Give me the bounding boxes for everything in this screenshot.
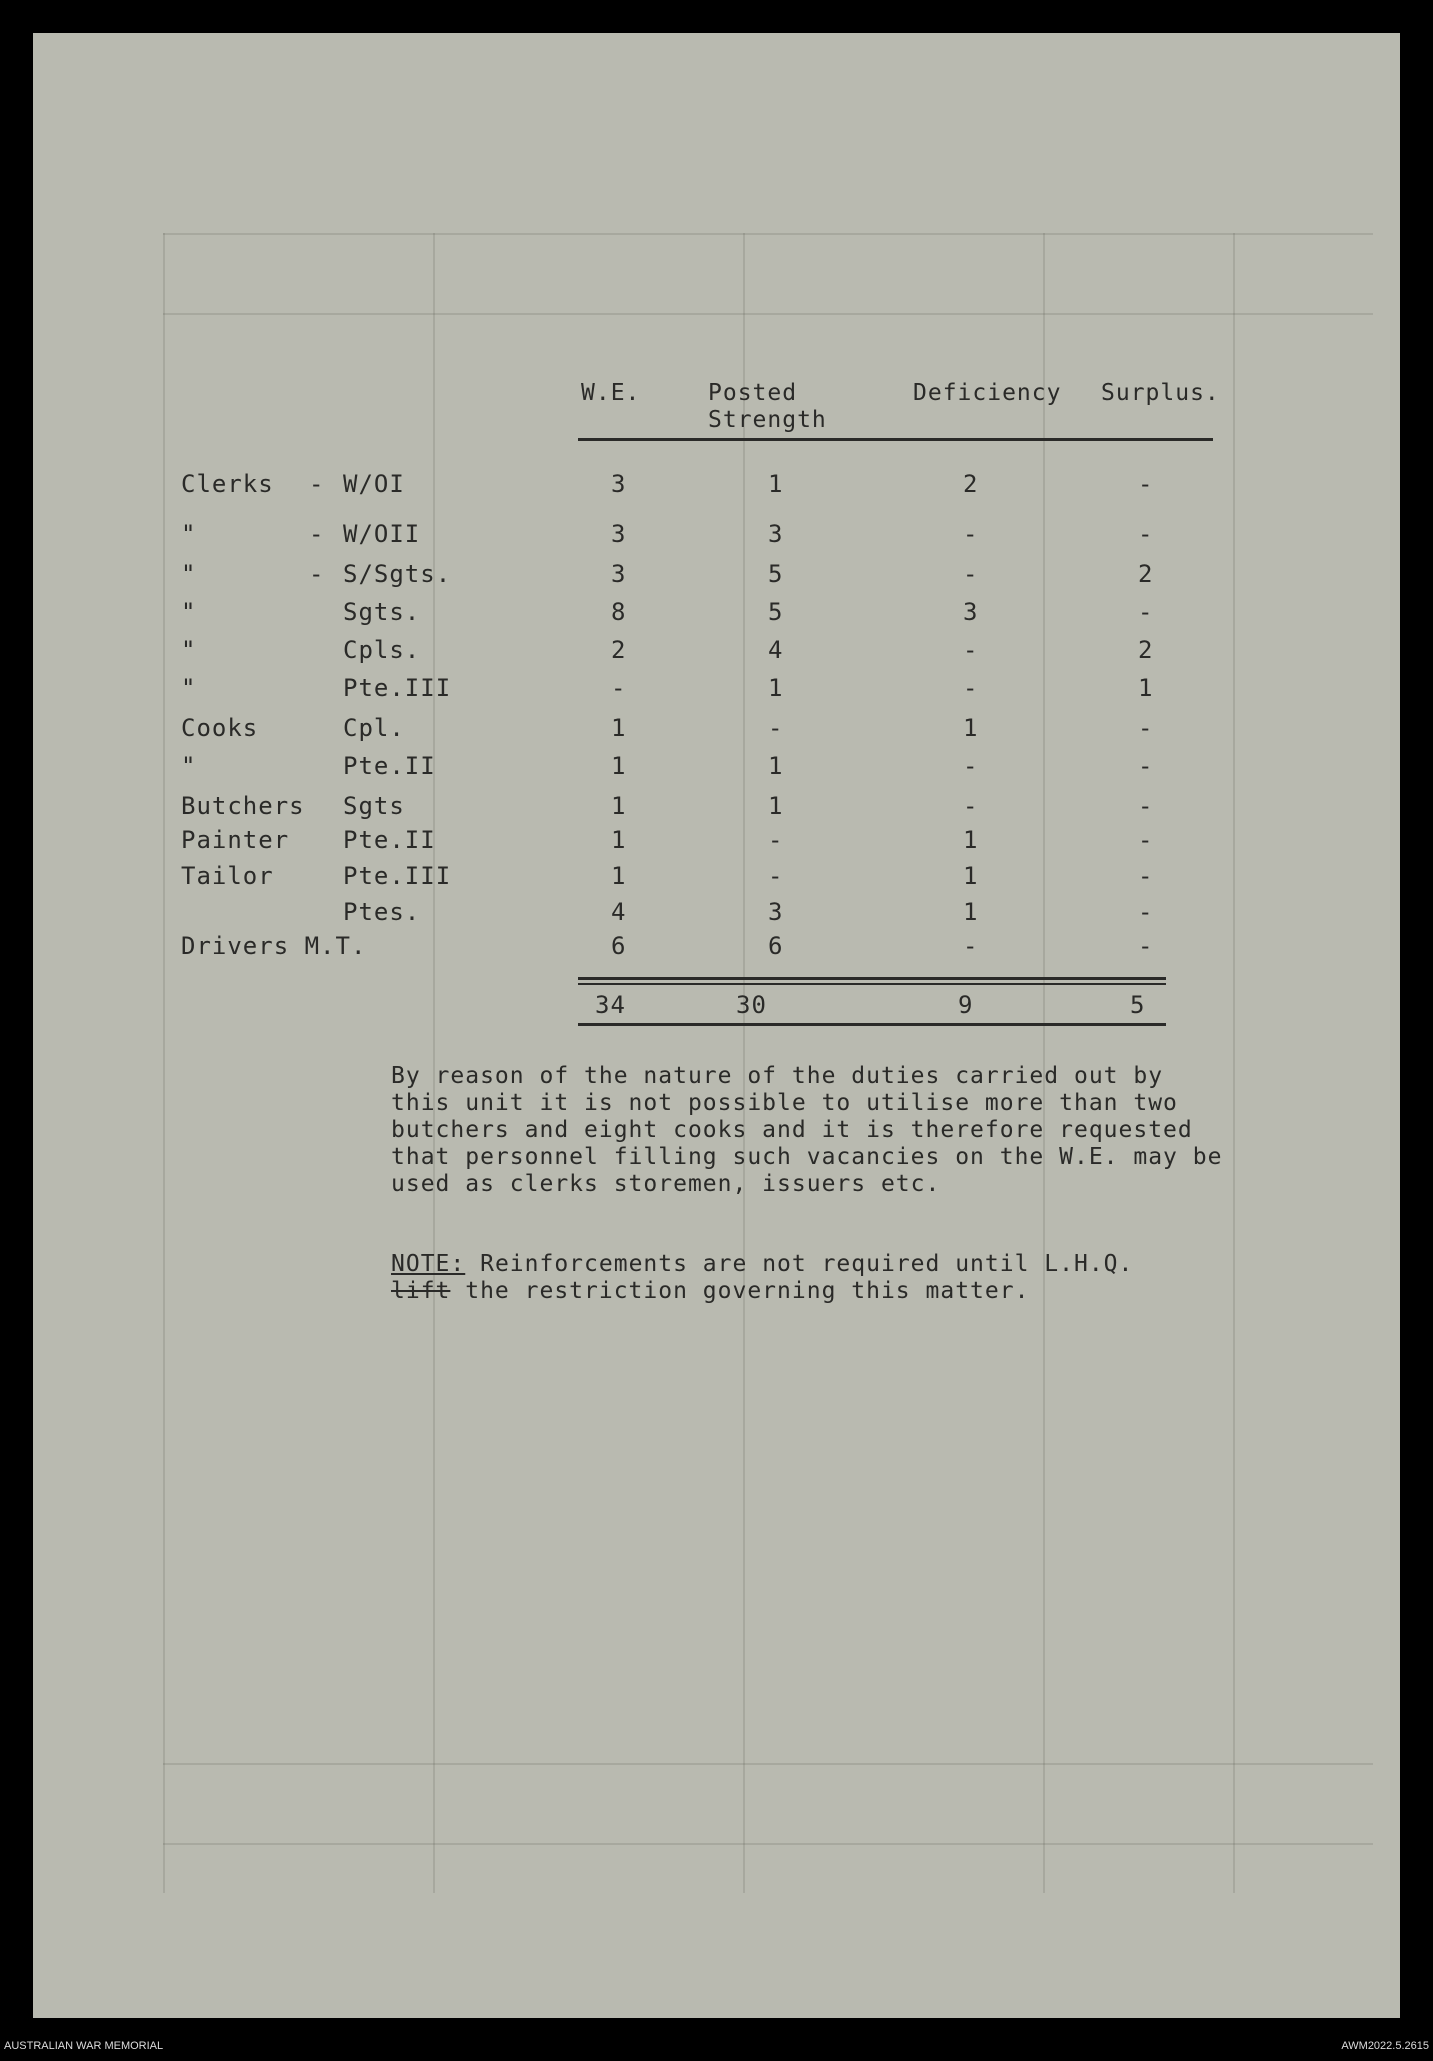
- cell-surplus: -: [1138, 714, 1154, 742]
- cell-rank: S/Sgts.: [343, 560, 452, 588]
- cell-rank: Cpls.: [343, 636, 421, 664]
- cell-rank: Pte.III: [343, 862, 452, 890]
- ghost-grid-line: [163, 1763, 1373, 1765]
- cell-posted: -: [768, 826, 784, 854]
- cell-posted: -: [768, 862, 784, 890]
- footer-archive-label: AUSTRALIAN WAR MEMORIAL: [4, 2040, 164, 2052]
- cell-dash: -: [309, 560, 325, 588]
- cell-deficiency: 1: [963, 862, 979, 890]
- footer-archive-id: AWM2022.5.2615: [1341, 2040, 1429, 2052]
- cell-deficiency: -: [963, 560, 979, 588]
- header-deficiency: Deficiency: [913, 380, 1062, 406]
- cell-trade: Cooks: [181, 714, 259, 742]
- cell-trade: Clerks: [181, 470, 274, 498]
- cell-dash: -: [309, 520, 325, 548]
- cell-deficiency: -: [963, 792, 979, 820]
- cell-deficiency: -: [963, 752, 979, 780]
- cell-we: 3: [611, 520, 627, 548]
- paragraph-line: this unit it is not possible to utilise more than two: [391, 1090, 1178, 1116]
- ghost-grid-line: [163, 1843, 1373, 1845]
- total-deficiency: 9: [958, 991, 974, 1019]
- cell-trade: ": [181, 560, 197, 588]
- paragraph-line: By reason of the nature of the duties carried out by: [391, 1063, 1164, 1089]
- cell-surplus: -: [1138, 862, 1154, 890]
- cell-we: 1: [611, 714, 627, 742]
- cell-surplus: 1: [1138, 674, 1154, 702]
- cell-surplus: -: [1138, 752, 1154, 780]
- ghost-grid-line: [163, 233, 1373, 235]
- note-line-1: Reinforcements are not required until L.H.Q.: [465, 1251, 1134, 1277]
- cell-posted: 1: [768, 792, 784, 820]
- cell-trade: Butchers: [181, 792, 305, 820]
- cell-rank: Sgts.: [343, 598, 421, 626]
- cell-we: -: [611, 674, 627, 702]
- cell-rank: Ptes.: [343, 898, 421, 926]
- cell-rank: Pte.III: [343, 674, 452, 702]
- cell-posted: 4: [768, 636, 784, 664]
- cell-deficiency: -: [963, 520, 979, 548]
- cell-surplus: -: [1138, 826, 1154, 854]
- total-surplus: 5: [1130, 991, 1146, 1019]
- cell-rank: W/OI: [343, 470, 405, 498]
- note-block: [391, 1251, 1291, 1305]
- cell-we: 1: [611, 862, 627, 890]
- cell-posted: 5: [768, 598, 784, 626]
- cell-rank: Pte.II: [343, 826, 436, 854]
- cell-posted: 5: [768, 560, 784, 588]
- cell-posted: 3: [768, 520, 784, 548]
- note-struck-word: lift: [391, 1278, 451, 1304]
- cell-deficiency: 1: [963, 714, 979, 742]
- cell-surplus: -: [1138, 598, 1154, 626]
- paragraph-line: that personnel filling such vacancies on the W.E. may be: [391, 1144, 1223, 1170]
- paragraph-line: used as clerks storemen, issuers etc.: [391, 1171, 941, 1197]
- cell-rank: Cpl.: [343, 714, 405, 742]
- ghost-grid-line: [163, 233, 165, 1893]
- cell-surplus: -: [1138, 932, 1154, 960]
- document-sheet: [33, 33, 1400, 2018]
- cell-posted: 3: [768, 898, 784, 926]
- cell-we: 2: [611, 636, 627, 664]
- cell-trade: Painter: [181, 826, 290, 854]
- cell-rank: W/OII: [343, 520, 421, 548]
- cell-we: 1: [611, 792, 627, 820]
- cell-we: 3: [611, 560, 627, 588]
- cell-trade: ": [181, 636, 197, 664]
- totals-rule-top-double: [578, 983, 1166, 985]
- total-we: 34: [595, 991, 626, 1019]
- cell-we: 1: [611, 752, 627, 780]
- cell-deficiency: -: [963, 636, 979, 664]
- total-posted: 30: [736, 991, 767, 1019]
- cell-surplus: -: [1138, 470, 1154, 498]
- cell-we: 3: [611, 470, 627, 498]
- cell-trade: Drivers M.T.: [181, 932, 367, 960]
- cell-we: 6: [611, 932, 627, 960]
- cell-posted: 6: [768, 932, 784, 960]
- cell-trade: Tailor: [181, 862, 274, 890]
- cell-deficiency: 2: [963, 470, 979, 498]
- header-surplus: Surplus.: [1101, 380, 1220, 406]
- cell-rank: Pte.II: [343, 752, 436, 780]
- cell-surplus: 2: [1138, 560, 1154, 588]
- cell-deficiency: -: [963, 674, 979, 702]
- header-rule: [578, 438, 1213, 441]
- explanation-paragraph: [391, 1063, 1291, 1198]
- cell-rank: Sgts: [343, 792, 405, 820]
- cell-we: 4: [611, 898, 627, 926]
- cell-deficiency: 3: [963, 598, 979, 626]
- totals-rule-top: [578, 977, 1166, 980]
- cell-we: 8: [611, 598, 627, 626]
- cell-deficiency: 1: [963, 898, 979, 926]
- cell-trade: ": [181, 674, 197, 702]
- note-line-2: the restriction governing this matter.: [450, 1278, 1030, 1304]
- cell-deficiency: 1: [963, 826, 979, 854]
- cell-surplus: -: [1138, 898, 1154, 926]
- totals-rule-bottom: [578, 1023, 1166, 1026]
- cell-we: 1: [611, 826, 627, 854]
- paragraph-line: butchers and eight cooks and it is therefore requested: [391, 1117, 1193, 1143]
- cell-dash: -: [309, 470, 325, 498]
- cell-trade: ": [181, 598, 197, 626]
- cell-surplus: 2: [1138, 636, 1154, 664]
- cell-posted: 1: [768, 752, 784, 780]
- cell-trade: ": [181, 752, 197, 780]
- cell-posted: -: [768, 714, 784, 742]
- cell-trade: ": [181, 520, 197, 548]
- cell-surplus: -: [1138, 520, 1154, 548]
- cell-deficiency: -: [963, 932, 979, 960]
- header-posted-strength: Posted Strength: [708, 380, 827, 433]
- cell-posted: 1: [768, 470, 784, 498]
- note-label: NOTE:: [391, 1251, 466, 1277]
- header-we: W.E.: [581, 380, 641, 406]
- cell-posted: 1: [768, 674, 784, 702]
- ghost-grid-line: [163, 313, 1373, 315]
- cell-surplus: -: [1138, 792, 1154, 820]
